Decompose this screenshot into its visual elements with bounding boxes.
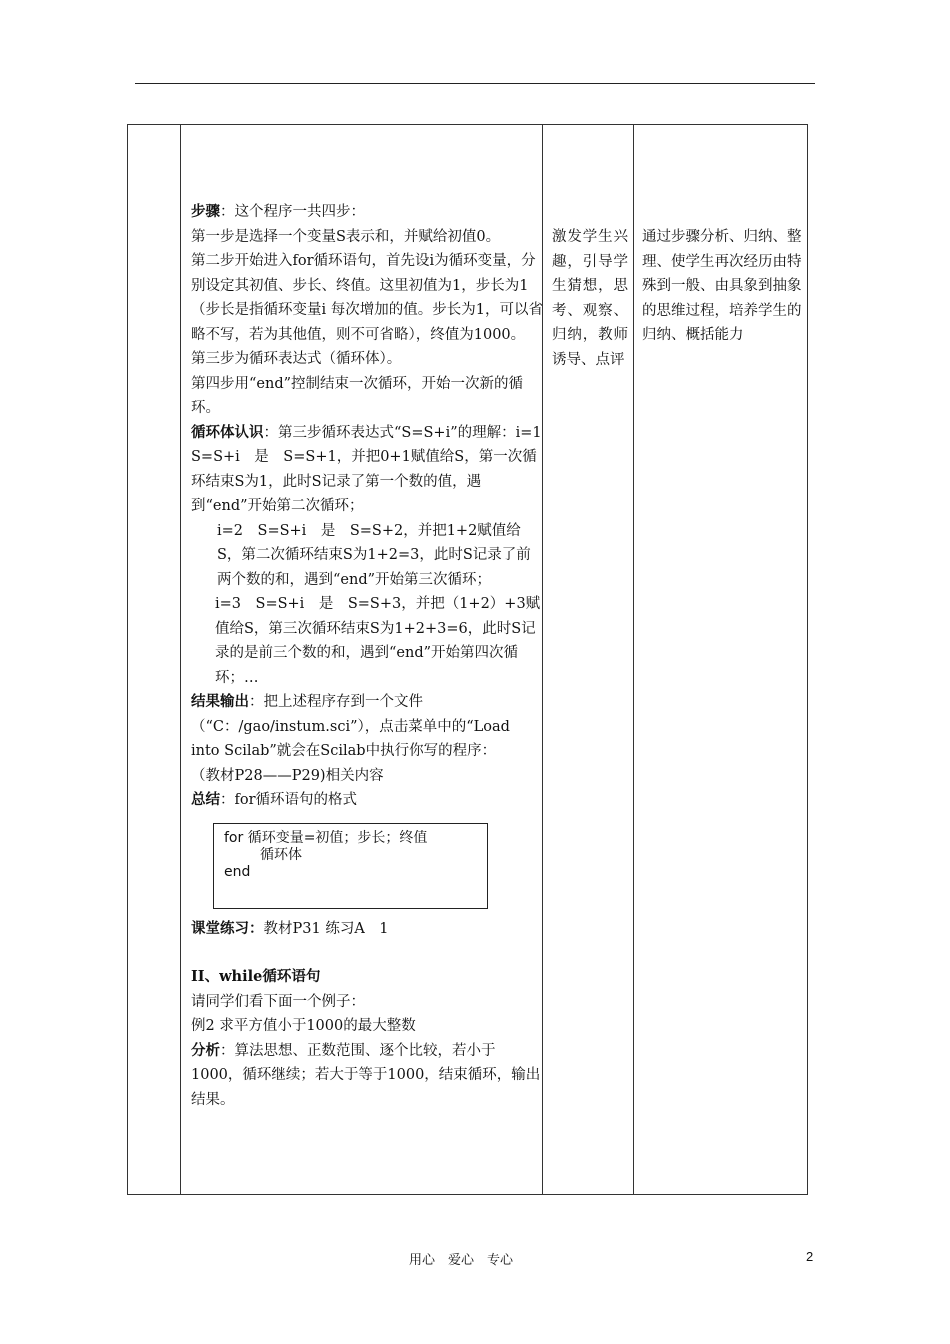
section-title-while: II、while循环语句 [191,968,321,985]
header-rule [135,83,815,84]
line-output: 结果输出：把上述程序存到一个文件（“C：/gao/instum.sci”），点击菜单中的“Load into Scilab”就会在Scilab中执行你写的程序： [191,693,510,759]
code-line-2: 循环体 [260,846,302,863]
line-step4: 第四步用“end”控制结束一次循环，开始一次新的循环。 [191,375,524,416]
spacer [191,941,543,965]
line-step1: 第一步是选择一个变量S表示和，并赋给初值0。 [191,228,501,245]
line-loop-body: 循环体认识：第三步循环表达式“S=S+i”的理解：i=1 S=S+i 是 S=S+1，并把0+1赋值给S，第一次循环结束S为1，此时S记录了第一个数的值，遇到“end”开始第二次循环； [191,423,557,514]
line-i2: i=2 S=S+i 是 S=S+2，并把1+2赋值给S，第二次循环结束S为1+2=3，此时S记录了前两个数的和，遇到“end”开始第三次循环； [217,522,531,588]
line-example2: 例2 求平方值小于1000的最大整数 [191,1018,416,1034]
line-practice: 课堂练习：教材P31 练习A 1 [191,919,389,937]
column-divider-3 [633,125,634,1194]
line-step3: 第三步为循环表达式（循环体）。 [191,351,402,367]
code-line-1: for 循环变量=初值；步长；终值 [224,829,428,846]
line-summary: 总结：for循环语句的格式 [191,791,358,808]
for-syntax-box [213,823,488,909]
column-divider-1 [180,125,181,1194]
lesson-table [127,124,808,1195]
line-i3: i=3 S=S+i 是 S=S+3，并把（1+2）+3赋值给S，第三次循环结束S为1+2+3=6，此时S记录的是前三个数的和，遇到“end”开始第四次循环；… [215,596,541,686]
line-analysis: 分析：算法思想、正数范围、逐个比较，若小于1000，循环继续；若大于等于1000，结束循环，输出结果。 [191,1041,541,1108]
line-step2: 第二步开始进入for循环语句，首先设i为循环变量，分别设定其初值、步长、终值。这里初值为1，步长为1（步长是指循环变量i 每次增加的值。步长为1，可以省略不写，若为其他值，则不可省略），终值为1000。 [191,253,543,343]
page-footer: 用心 爱心 专心 [409,1253,514,1268]
line-reference: （教材P28——P29)相关内容 [191,767,384,784]
line-steps: 步骤：这个程序一共四步： [191,203,365,220]
page-number: 2 [806,1249,814,1264]
teaching-content-cell [191,200,557,1112]
line-invite: 请同学们看下面一个例子： [191,993,365,1010]
design-intent-cell: 通过步骤分析、归纳、整理、使学生再次经历由特殊到一般、由具象到抽象的思维过程，培养学生的归纳、概括能力 [642,229,802,343]
code-line-3: end [224,863,251,880]
student-activity-cell: 激发学生兴趣，引导学生猜想，思考、观察、归纳，教师诱导、点评 [552,229,628,368]
